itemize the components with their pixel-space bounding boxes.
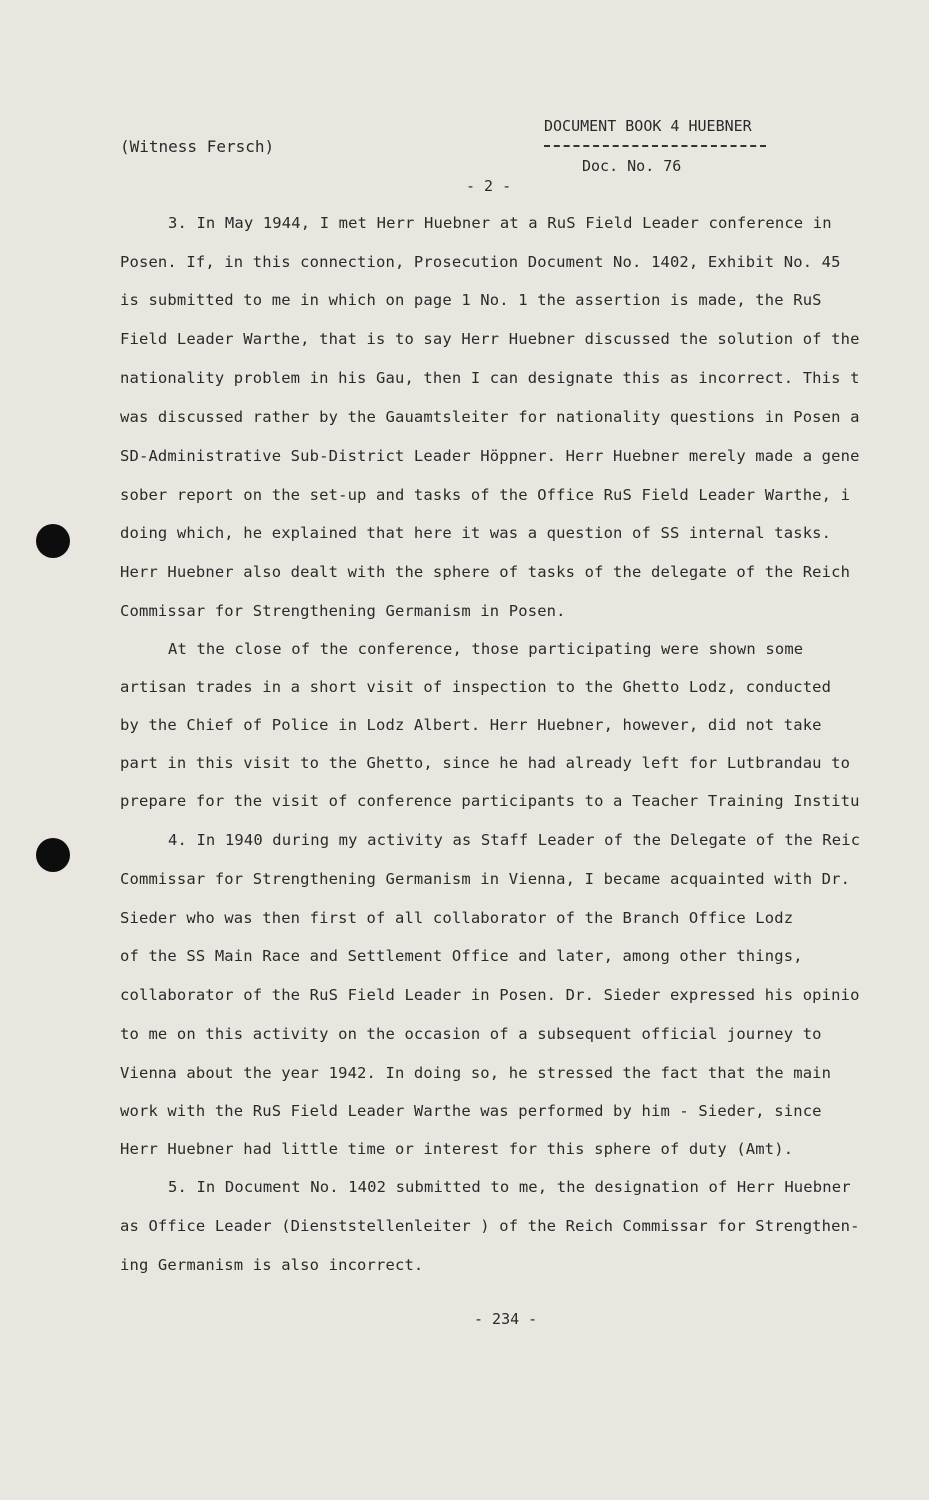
text-line: Field Leader Warthe, that is to say Herr Huebner discussed the solution of the [120, 330, 860, 348]
text-line: by the Chief of Police in Lodz Albert. Herr Huebner, however, did not take [120, 716, 822, 734]
text-line: prepare for the visit of conference participants to a Teacher Training Institu [120, 792, 860, 810]
text-line: Posen. If, in this connection, Prosecution Document No. 1402, Exhibit No. 45 [120, 253, 841, 271]
text-line: collaborator of the RuS Field Leader in Posen. Dr. Sieder expressed his opinio [120, 986, 860, 1004]
page-index: - 2 - [466, 177, 512, 195]
text-line: sober report on the set-up and tasks of the Office RuS Field Leader Warthe, i [120, 486, 851, 504]
text-line: ing Germanism is also incorrect. [120, 1256, 424, 1274]
text-line: At the close of the conference, those participating were shown some [168, 640, 804, 658]
text-line: was discussed rather by the Gauamtsleiter for nationality questions in Posen a [120, 408, 860, 426]
text-line: to me on this activity on the occasion of a subsequent official journey to [120, 1025, 822, 1043]
text-line: SD-Administrative Sub-District Leader Höppner. Herr Huebner merely made a gene [120, 447, 860, 465]
page-number: - 234 - [474, 1310, 538, 1328]
text-line: doing which, he explained that here it was a question of SS internal tasks. [120, 524, 832, 542]
text-line: of the SS Main Race and Settlement Office and later, among other things, [120, 947, 803, 965]
text-line: is submitted to me in which on page 1 No. 1 the assertion is made, the RuS [120, 291, 822, 309]
text-line: Sieder who was then first of all collaborator of the Branch Office Lodz [120, 909, 794, 927]
punch-hole-top [36, 524, 70, 558]
document-book-title: DOCUMENT BOOK 4 HUEBNER [544, 117, 752, 135]
text-line: as Office Leader (Dienststellenleiter ) of the Reich Commissar for Strengthen- [120, 1217, 860, 1235]
text-line: artisan trades in a short visit of inspection to the Ghetto Lodz, conducted [120, 678, 832, 696]
punch-hole-bottom [36, 838, 70, 872]
text-line: Vienna about the year 1942. In doing so, he stressed the fact that the main [120, 1064, 832, 1082]
text-line: Commissar for Strengthening Germanism in Posen. [120, 602, 566, 620]
text-line: part in this visit to the Ghetto, since he had already left for Lutbrandau to [120, 754, 851, 772]
text-line: 5. In Document No. 1402 submitted to me, the designation of Herr Huebner [168, 1178, 851, 1196]
title-underline [544, 145, 766, 147]
text-line: Commissar for Strengthening Germanism in Vienna, I became acquainted with Dr. [120, 870, 851, 888]
document-number: Doc. No. 76 [582, 157, 682, 175]
text-line: nationality problem in his Gau, then I can designate this as incorrect. This t [120, 369, 860, 387]
text-line: Herr Huebner had little time or interest for this sphere of duty (Amt). [120, 1140, 794, 1158]
text-line: Herr Huebner also dealt with the sphere of tasks of the delegate of the Reich [120, 563, 851, 581]
text-line: 3. In May 1944, I met Herr Huebner at a RuS Field Leader conference in [168, 214, 832, 232]
text-line: work with the RuS Field Leader Warthe was performed by him - Sieder, since [120, 1102, 822, 1120]
text-line: 4. In 1940 during my activity as Staff Leader of the Delegate of the Reic [168, 831, 861, 849]
witness-label: (Witness Fersch) [120, 137, 275, 156]
